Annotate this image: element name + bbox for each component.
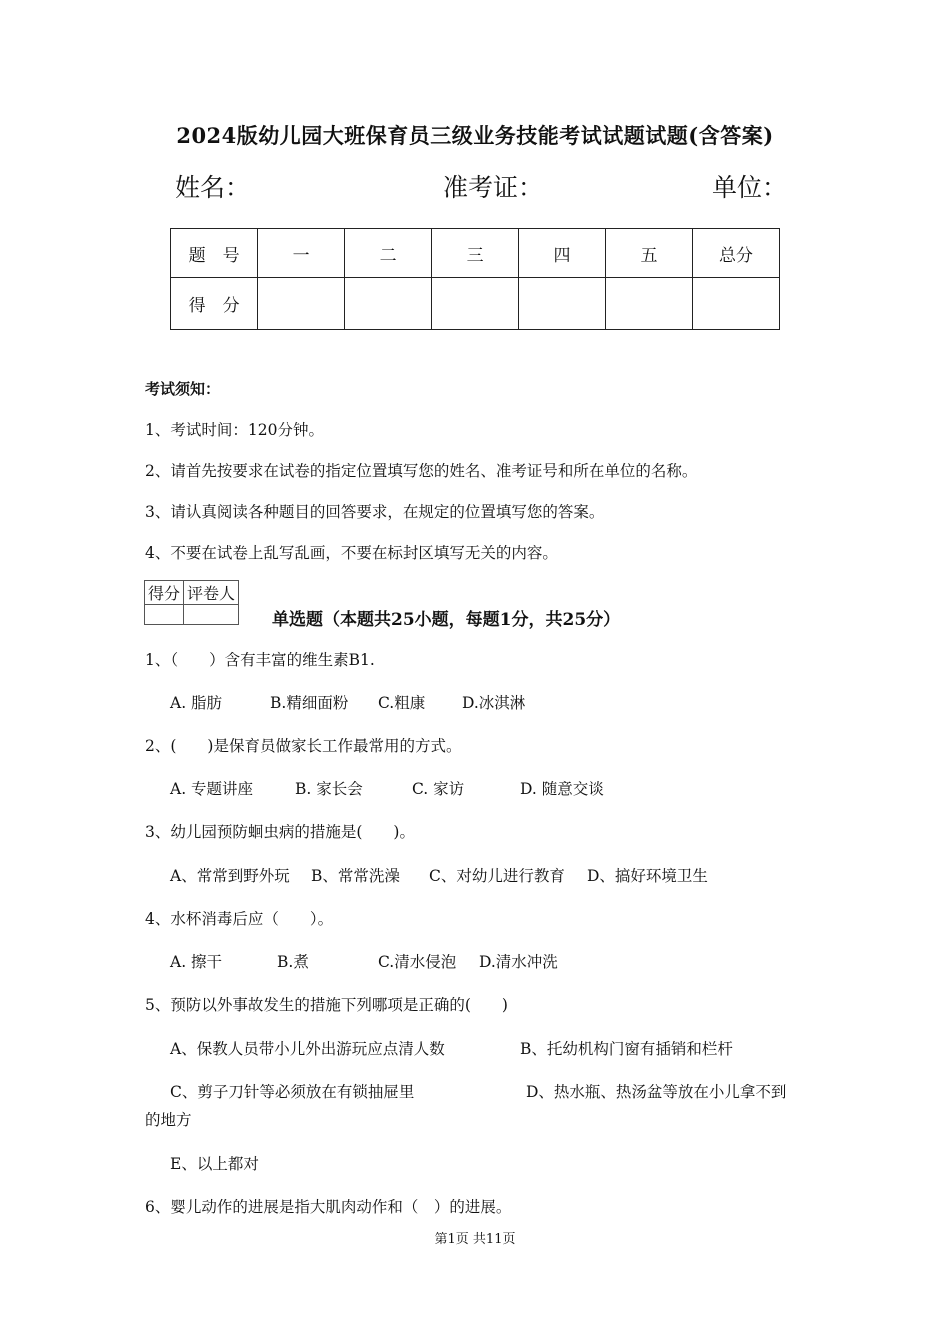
grader-reviewer-label: 评卷人 [184,581,239,605]
question-option: E、以上都对 [170,1155,259,1173]
question-stem: 4、水杯消毒后应（ ）。 [145,910,334,928]
question-option: D.清水冲洗 [479,953,558,971]
page-footer: 第1页 共11页 [434,1232,516,1247]
question-option: A. 专题讲座 [170,780,254,798]
section-heading: 单选题（本题共25小题，每题1分，共25分） [272,610,621,630]
header-cell: 五 [606,229,693,278]
header-cell: 二 [345,229,432,278]
note-item: 2、请首先按要求在试卷的指定位置填写您的姓名、准考证号和所在单位的名称。 [145,462,698,480]
header-cell: 总分 [692,229,779,278]
note-item: 1、考试时间：120分钟。 [145,421,324,439]
question-option: C.粗康 [378,694,426,712]
header-cell: 题 号 [171,229,258,278]
score-cell[interactable] [519,278,606,330]
score-table-score-row [171,278,780,330]
question-option: D. 随意交谈 [520,780,604,798]
question-option: B.精细面粉 [270,694,349,712]
question-option: B、托幼机构门窗有插销和栏杆 [520,1040,733,1058]
question-option: C、对幼儿进行教育 [429,867,565,885]
question-option: A、保教人员带小儿外出游玩应点清人数 [170,1040,445,1058]
question-option: B、常常洗澡 [311,867,400,885]
question-option: A. 擦干 [170,953,223,971]
question-stem: 5、预防以外事故发生的措施下列哪项是正确的( ) [145,996,508,1014]
question-option: C. 家访 [412,780,465,798]
grader-score-label: 得分 [145,581,184,605]
question-option: A. 脂肪 [170,694,223,712]
question-option: A、常常到野外玩 [170,867,290,885]
score-cell[interactable] [606,278,693,330]
question-stem: 3、幼儿园预防蛔虫病的措施是( )。 [145,823,415,841]
header-cell: 一 [258,229,345,278]
page-title: 2024版幼儿园大班保育员三级业务技能考试试题试题(含答案) [176,123,774,148]
grader-box [144,580,239,625]
question-option: D、搞好环境卫生 [587,867,708,885]
note-item: 3、请认真阅读各种题目的回答要求，在规定的位置填写您的答案。 [145,503,605,521]
grader-reviewer-cell[interactable] [184,605,239,625]
score-cell[interactable] [258,278,345,330]
question-option-continuation: 的地方 [145,1111,192,1129]
question-option: B.煮 [277,953,309,971]
question-option: C.清水侵泡 [378,953,457,971]
question-option: D、热水瓶、热汤盆等放在小儿拿不到 [526,1083,787,1101]
question-stem: 6、婴儿动作的进展是指大肌肉动作和（ ）的进展。 [145,1198,512,1216]
question-option: C、剪子刀针等必须放在有锁抽屉里 [170,1083,415,1101]
score-cell[interactable] [692,278,779,330]
score-table [170,228,780,330]
grader-score-cell[interactable] [145,605,184,625]
score-row-label: 得 分 [171,278,258,330]
header-cell: 三 [432,229,519,278]
notes-title: 考试须知： [145,380,221,398]
score-table-header-row [171,229,780,278]
score-cell[interactable] [432,278,519,330]
exam-number-label: 准考证： [443,173,544,202]
question-option: B. 家长会 [295,780,363,798]
unit-label: 单位： [712,173,788,202]
note-item: 4、不要在试卷上乱写乱画，不要在标封区填写无关的内容。 [145,544,558,562]
question-stem: 2、( )是保育员做家长工作最常用的方式。 [145,737,462,755]
question-option: D.冰淇淋 [462,694,526,712]
name-label: 姓名： [175,173,251,202]
score-cell[interactable] [345,278,432,330]
question-stem: 1、（ ）含有丰富的维生素B1. [145,651,375,669]
header-cell: 四 [519,229,606,278]
